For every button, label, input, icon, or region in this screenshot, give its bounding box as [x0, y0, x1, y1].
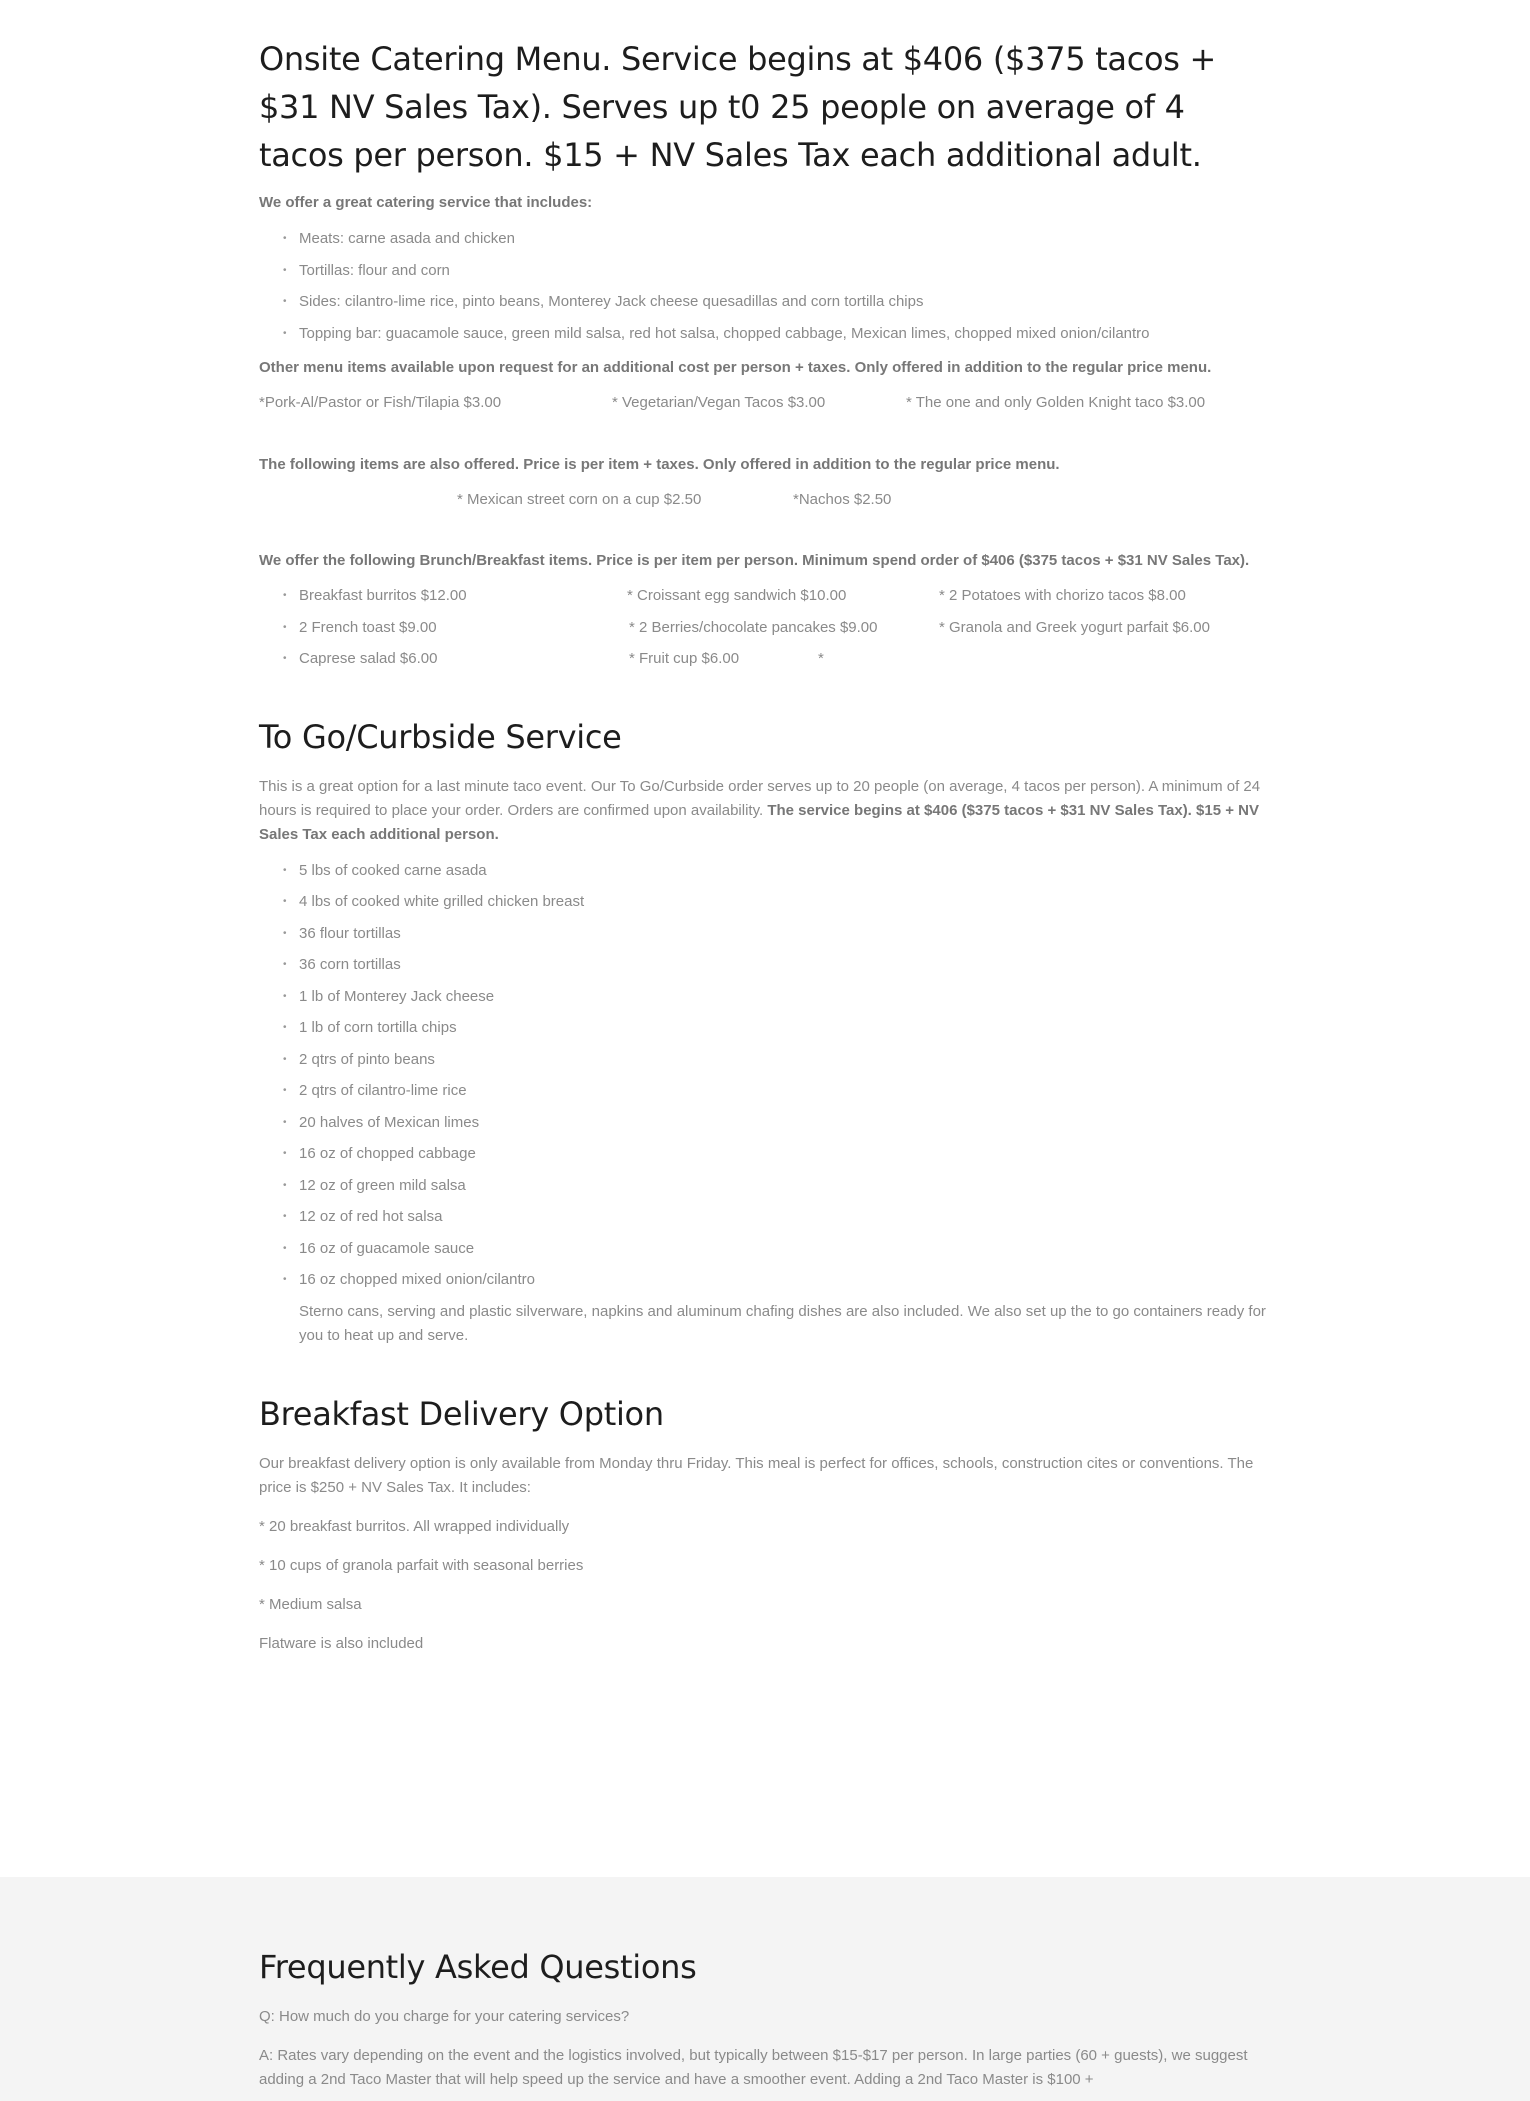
brunch-item: * 2 Berries/chocolate pancakes $9.00 — [629, 618, 878, 636]
faq-question: Q: How much do you charge for your catering services? — [259, 2008, 630, 2025]
list-item: • 5 lbs of cooked carne asada — [259, 855, 1271, 887]
faq-title: Frequently Asked Questions — [259, 1948, 697, 1986]
togo-items-list — [259, 855, 1271, 1296]
brunch-item: * — [818, 650, 824, 667]
following-items-row — [259, 484, 1271, 516]
list-item: • 2 qtrs of cilantro-lime rice — [259, 1075, 1271, 1107]
catering-title: Onsite Catering Menu. Service begins at $406 ($375 tacos + $31 NV Sales Tax). Serves up t0 25 people on average of 4 tacos per person. $15 + NV Sales Tax each additional adult. — [259, 40, 1217, 174]
brunch-row — [259, 612, 1271, 644]
list-item: • 1 lb of Monterey Jack cheese — [259, 981, 1271, 1013]
list-item: • 12 oz of red hot salsa — [259, 1201, 1271, 1233]
togo-title: To Go/Curbside Service — [259, 717, 622, 756]
faq-content — [259, 1945, 1271, 2092]
faq-answer: A: Rates vary depending on the event and the logistics involved, but typically between $15-$17 per person. In large parties (60 + guests), we suggest adding a 2nd Taco Master that will help speed up the service and have a smoother event. Adding a 2nd Taco Master is $100 + — [259, 2047, 1248, 2088]
togo-intro — [259, 775, 1271, 847]
list-item: • 36 corn tortillas — [259, 949, 1271, 981]
breakfast-item: * 10 cups of granola parfait with seasonal berries — [259, 1556, 584, 1574]
following-item: *Nachos $2.50 — [793, 490, 892, 508]
list-item: • 20 halves of Mexican limes — [259, 1107, 1271, 1139]
brunch-item: • 2 French toast $9.00 — [299, 612, 437, 644]
list-item: • 2 qtrs of pinto beans — [259, 1044, 1271, 1076]
list-item: • 1 lb of corn tortilla chips — [259, 1012, 1271, 1044]
brunch-item: * Granola and Greek yogurt parfait $6.00 — [939, 618, 1210, 636]
brunch-heading: We offer the following Brunch/Breakfast items. Price is per item per person. Minimum spend order of $406 ($375 tacos + $31 NV Sales Tax). — [259, 552, 1250, 569]
following-items-heading: The following items are also offered. Price is per item + taxes. Only offered in addition to the regular price menu. — [259, 455, 1060, 473]
list-item: • Meats: carne asada and chicken — [259, 223, 1271, 255]
togo-note: Sterno cans, serving and plastic silverware, napkins and aluminum chafing dishes are also included. We also set up the to go containers ready for you to heat up and serve. — [299, 1302, 1266, 1344]
other-items-heading: Other menu items available upon request for an additional cost per person + taxes. Only offered in addition to the regular price menu. — [259, 359, 1212, 376]
list-item: • 16 oz chopped mixed onion/cilantro — [259, 1264, 1271, 1296]
breakfast-note: Flatware is also included — [259, 1634, 424, 1652]
brunch-row — [259, 643, 1271, 675]
brunch-item: * Fruit cup $6.00 — [629, 650, 740, 667]
following-item: * Mexican street corn on a cup $2.50 — [457, 490, 702, 508]
list-item: • 12 oz of green mild salsa — [259, 1170, 1271, 1202]
list-item: • 36 flour tortillas — [259, 918, 1271, 950]
togo-intro-text: This is a great option for a last minute taco event. Our To Go/Curbside order serves up to 20 people (on average, 4 tacos per person). A minimum of 24 hours is required to place your order. Orders are confirmed upon availability. — [259, 777, 1261, 819]
brunch-item: * 2 Potatoes with chorizo tacos $8.00 — [939, 587, 1186, 604]
list-item: • Sides: cilantro-lime rice, pinto beans, Monterey Jack cheese quesadillas and corn tortilla chips — [259, 286, 1271, 318]
breakfast-item: * Medium salsa — [259, 1595, 362, 1613]
other-item: * Vegetarian/Vegan Tacos $3.00 — [612, 394, 826, 411]
catering-intro: We offer a great catering service that includes: — [259, 194, 593, 211]
list-item: • Tortillas: flour and corn — [259, 255, 1271, 287]
brunch-item: * Croissant egg sandwich $10.00 — [627, 587, 847, 604]
list-item: • 16 oz of chopped cabbage — [259, 1138, 1271, 1170]
breakfast-title: Breakfast Delivery Option — [259, 1394, 664, 1433]
other-item: *Pork-Al/Pastor or Fish/Tilapia $3.00 — [259, 394, 502, 411]
breakfast-intro: Our breakfast delivery option is only available from Monday thru Friday. This meal is perfect for offices, schools, construction cites or conventions. The price is $250 + NV Sales Tax. It includes: — [259, 1454, 1254, 1496]
other-items-row — [259, 387, 1271, 419]
breakfast-item: * 20 breakfast burritos. All wrapped individually — [259, 1517, 570, 1535]
catering-includes-list — [259, 223, 1271, 349]
other-item: * The one and only Golden Knight taco $3.00 — [906, 394, 1206, 411]
main-content — [259, 0, 1271, 1656]
list-item: • 16 oz of guacamole sauce — [259, 1233, 1271, 1265]
brunch-item: • Breakfast burritos $12.00 — [299, 580, 467, 612]
brunch-item: • Caprese salad $6.00 — [299, 643, 437, 675]
list-item: • 4 lbs of cooked white grilled chicken breast — [259, 886, 1271, 918]
brunch-row — [259, 580, 1271, 612]
togo-intro-bold: The service begins at $406 ($375 tacos + $31 NV Sales Tax). $15 + NV Sales Tax each additional person. — [259, 801, 1259, 843]
list-item: • Topping bar: guacamole sauce, green mild salsa, red hot salsa, chopped cabbage, Mexican limes, chopped mixed onion/cilantro — [259, 318, 1271, 350]
